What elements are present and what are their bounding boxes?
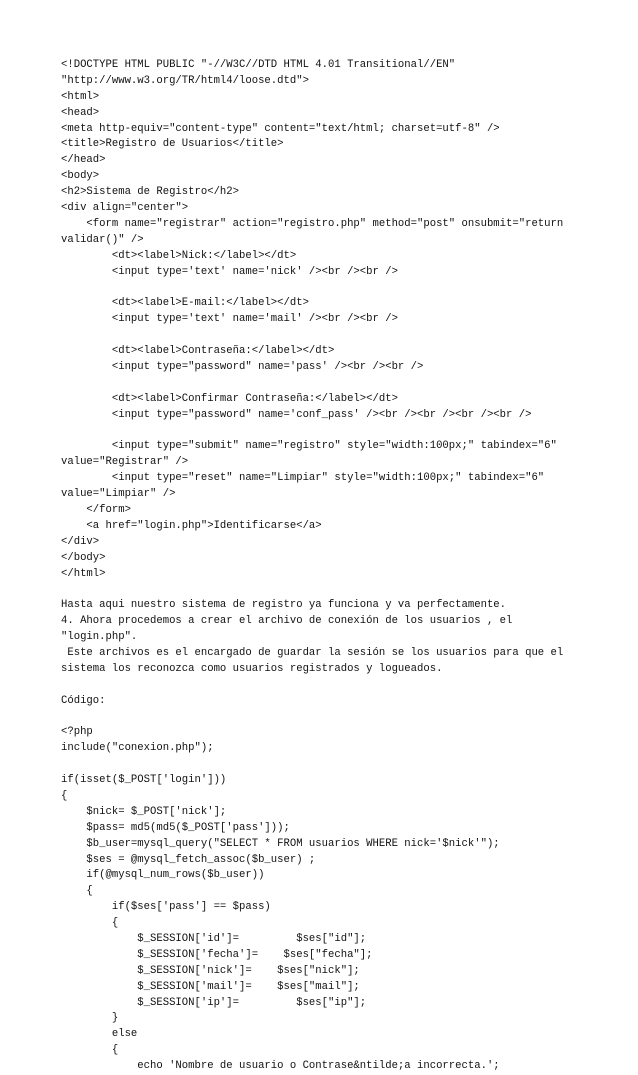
text-line: $_SESSION['ip']= $ses["ip"]; [61, 996, 367, 1009]
text-line: $b_user=mysql_query("SELECT * FROM usuarios WHERE nick='$nick'"); [61, 837, 500, 850]
text-line: $pass= md5(md5($_POST['pass'])); [61, 821, 290, 834]
text-line: <body> [61, 170, 100, 183]
text-line: <title>Registro de Usuarios</title> [61, 138, 284, 151]
document-page [61, 58, 581, 1075]
text-line: <dt><label>E-mail:</label></dt> [61, 297, 309, 310]
text-line: </div> [61, 535, 100, 548]
text-line: <input type="reset" name="Limpiar" style="width:100px;" tabindex="6" [61, 472, 545, 485]
text-line: Este archivos es el encargado de guardar la sesión se los usuarios para que el [61, 646, 564, 659]
text-line: </head> [61, 154, 106, 167]
text-line: <h2>Sistema de Registro</h2> [61, 186, 240, 199]
text-line: <html> [61, 90, 100, 103]
text-line: <div align="center"> [61, 202, 189, 215]
text-line: <a href="login.php">Identificarse</a> [61, 519, 322, 532]
text-line: validar()" /> [61, 233, 144, 246]
text-line: </body> [61, 551, 106, 564]
text-line: <input type='text' name='nick' /><br /><br /> [61, 265, 398, 278]
text-line: <input type="password" name='conf_pass' /><br /><br /><br /><br /> [61, 408, 532, 421]
text-line: $_SESSION['nick']= $ses["nick"]; [61, 964, 360, 977]
text-line: <input type="submit" name="registro" style="width:100px;" tabindex="6" [61, 440, 557, 453]
text-line: } [61, 1012, 119, 1025]
text-line: $_SESSION['fecha']= $ses["fecha"]; [61, 948, 373, 961]
text-line: sistema los reconozca como usuarios registrados y logueados. [61, 662, 443, 675]
blank-line [61, 423, 581, 439]
text-line: </html> [61, 567, 106, 580]
text-line: <meta http-equiv="content-type" content="text/html; charset=utf-8" /> [61, 122, 500, 135]
text-line: </form> [61, 503, 131, 516]
text-line: value="Registrar" /> [61, 456, 189, 469]
text-line: if(isset($_POST['login'])) [61, 774, 227, 787]
text-line: <input type="password" name='pass' /><br /><br /> [61, 360, 424, 373]
text-line: if($ses['pass'] == $pass) [61, 901, 271, 914]
text-line: include("conexion.php"); [61, 742, 214, 755]
text-line: $_SESSION['mail']= $ses["mail"]; [61, 980, 360, 993]
text-line: { [61, 917, 119, 930]
text-line: <dt><label>Confirmar Contraseña:</label></dt> [61, 392, 398, 405]
text-line: 4. Ahora procedemos a crear el archivo de conexión de los usuarios , el [61, 615, 513, 628]
text-line: echo 'Nombre de usuario o Contrase&ntilde;a incorrecta.'; [61, 1060, 500, 1073]
text-line: $nick= $_POST['nick']; [61, 805, 227, 818]
text-line: <dt><label>Contraseña:</label></dt> [61, 345, 335, 358]
text-line: <?php [61, 726, 93, 739]
text-line: Código: [61, 694, 106, 707]
blank-line [61, 328, 581, 344]
blank-line [61, 710, 581, 726]
text-line: if(@mysql_num_rows($b_user)) [61, 869, 265, 882]
text-line: Hasta aqui nuestro sistema de registro ya funciona y va perfectamente. [61, 599, 507, 612]
text-line: <dt><label>Nick:</label></dt> [61, 249, 297, 262]
blank-line [61, 678, 581, 694]
text-line: "login.php". [61, 631, 138, 644]
text-line: else [61, 1028, 138, 1041]
text-line: <head> [61, 106, 100, 119]
text-line: $ses = @mysql_fetch_assoc($b_user) ; [61, 853, 316, 866]
blank-line [61, 757, 581, 773]
text-line: { [61, 789, 68, 802]
blank-line [61, 376, 581, 392]
text-line: <form name="registrar" action="registro.php" method="post" onsubmit="return [61, 217, 564, 230]
text-line: "http://www.w3.org/TR/html4/loose.dtd"> [61, 74, 309, 87]
text-line: { [61, 885, 93, 898]
text-line: $_SESSION['id']= $ses["id"]; [61, 932, 367, 945]
text-line: <input type='text' name='mail' /><br /><br /> [61, 313, 398, 326]
blank-line [61, 280, 581, 296]
text-line: <!DOCTYPE HTML PUBLIC "-//W3C//DTD HTML 4.01 Transitional//EN" [61, 59, 456, 71]
blank-line [61, 582, 581, 598]
text-line: value="Limpiar" /> [61, 488, 176, 501]
text-line: { [61, 1044, 119, 1057]
